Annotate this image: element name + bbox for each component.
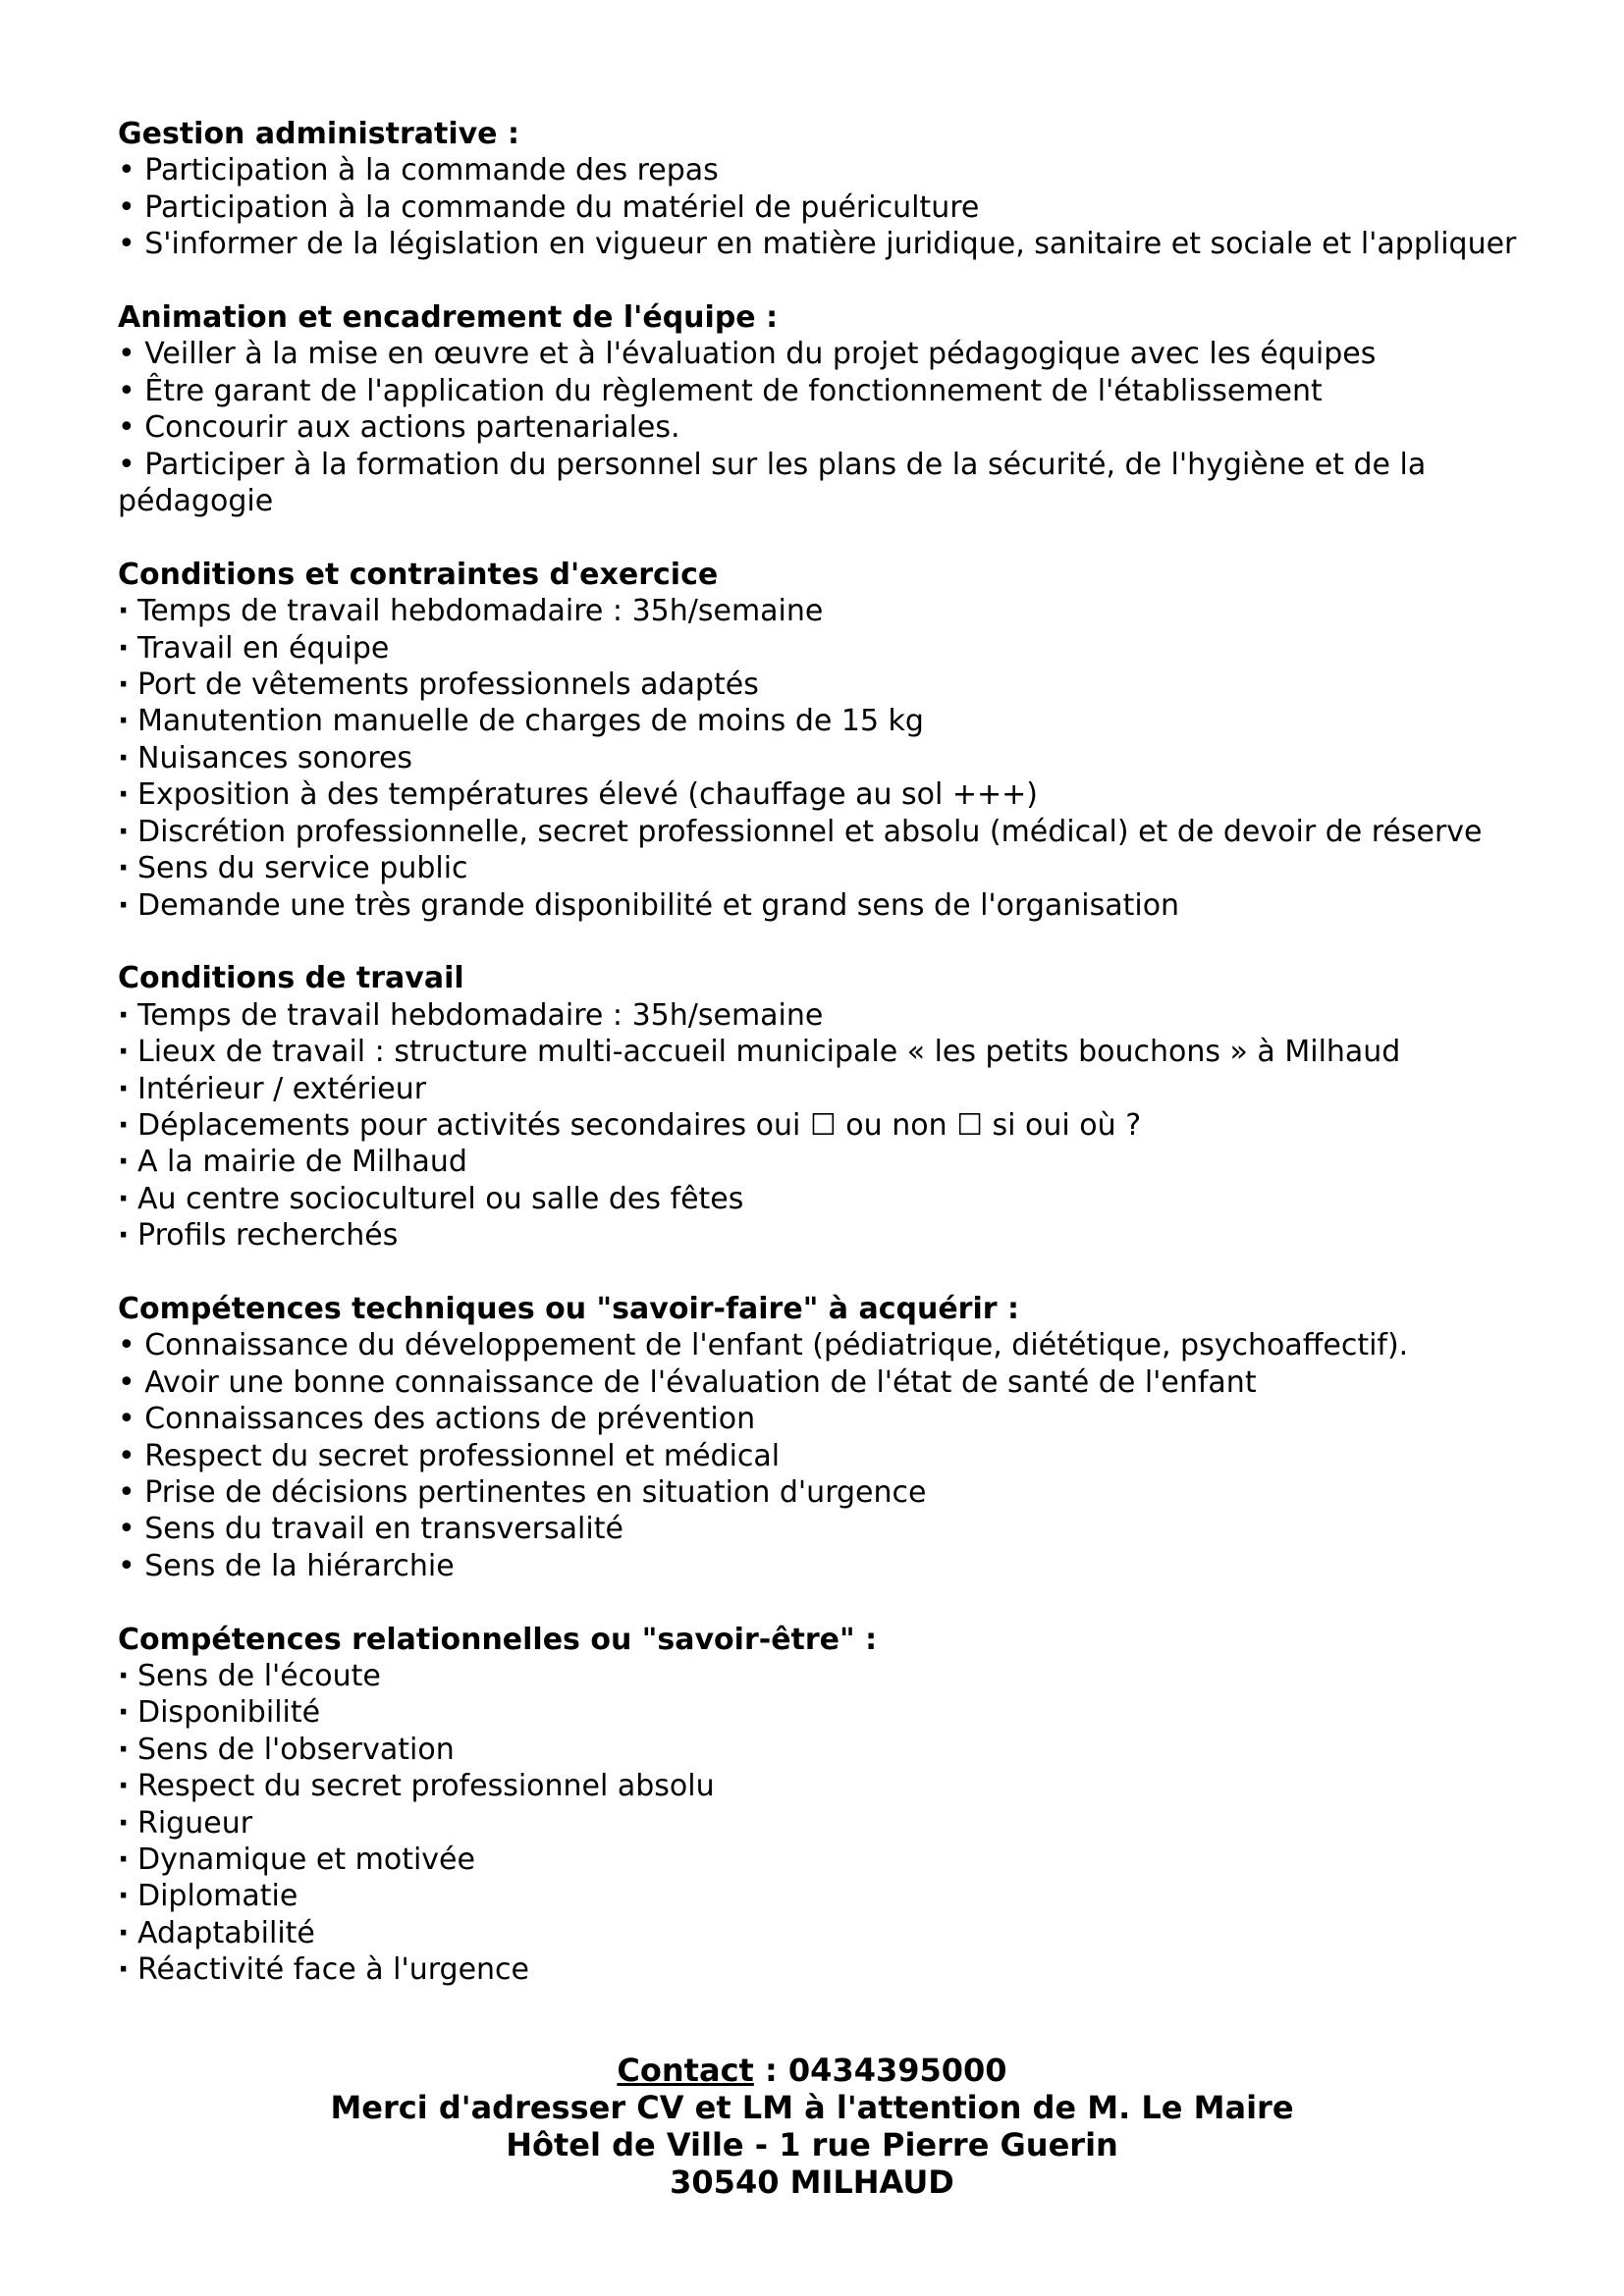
bullet-list <box>118 1658 1571 1989</box>
contact-postal-city: 30540 MILHAUD <box>670 2163 954 2201</box>
list-item: • Avoir une bonne connaissance de l'évaluation de l'état de santé de l'enfant <box>118 1364 1571 1401</box>
section-title: Conditions et contraintes d'exercice <box>118 557 719 592</box>
list-item: ∙ Demande une très grande disponibilité et grand sens de l'organisation <box>118 887 1571 924</box>
list-item: ∙ Intérieur / extérieur <box>118 1071 1571 1107</box>
list-item: • Sens de la hiérarchie <box>118 1548 1571 1584</box>
list-item: ∙ Travail en équipe <box>118 630 1571 667</box>
list-item: ∙ Sens de l'observation <box>118 1732 1571 1768</box>
section-title: Conditions de travail <box>118 961 464 996</box>
list-item: • Concourir aux actions partenariales. <box>118 409 1571 446</box>
bullet-list <box>118 152 1571 262</box>
list-item: ∙ Diplomatie <box>118 1878 1571 1914</box>
section-title: Animation et encadrement de l'équipe : <box>118 300 779 336</box>
list-item: • Être garant de l'application du règlement de fonctionnement de l'établissement <box>118 373 1571 409</box>
section-title: Gestion administrative : <box>118 117 519 151</box>
list-item: ∙ Rigueur <box>118 1805 1571 1842</box>
list-item: ∙ Sens du service public <box>118 850 1571 886</box>
bullet-list <box>118 997 1571 1255</box>
contact-separator: : <box>753 2052 788 2089</box>
list-item: • Participation à la commande des repas <box>118 152 1571 188</box>
list-item: ∙ Disponibilité <box>118 1694 1571 1731</box>
list-item: ∙ Dynamique et motivée <box>118 1842 1571 1878</box>
contact-line-phone <box>0 2052 1624 2089</box>
list-item: ∙ Temps de travail hebdomadaire : 35h/semaine <box>118 997 1571 1034</box>
list-item: ∙ Temps de travail hebdomadaire : 35h/semaine <box>118 593 1571 629</box>
bullet-list <box>118 336 1571 519</box>
section-title: Compétences techniques ou "savoir-faire" à acquérir : <box>118 1291 1019 1326</box>
list-item: • Sens du travail en transversalité <box>118 1511 1571 1547</box>
section <box>118 960 1571 1254</box>
list-item: • S'informer de la législation en vigueur en matière juridique, sanitaire et sociale et l'appliquer <box>118 226 1571 262</box>
list-item: ∙ Adaptabilité <box>118 1915 1571 1951</box>
contact-block <box>0 2052 1624 2201</box>
list-item: ∙ A la mairie de Milhaud <box>118 1144 1571 1180</box>
list-item: • Participation à la commande du matériel de puériculture <box>118 189 1571 226</box>
list-item: ∙ Au centre socioculturel ou salle des fêtes <box>118 1181 1571 1217</box>
contact-label: Contact <box>617 2052 754 2089</box>
bullet-list <box>118 593 1571 924</box>
list-item: ∙ Port de vêtements professionnels adaptés <box>118 667 1571 703</box>
contact-instructions: Merci d'adresser CV et LM à l'attention de M. Le Maire <box>330 2089 1294 2126</box>
list-item: ∙ Déplacements pour activités secondaires oui ☐ ou non ☐ si oui où ? <box>118 1107 1571 1144</box>
list-item: • Veiller à la mise en œuvre et à l'évaluation du projet pédagogique avec les équipes <box>118 336 1571 372</box>
list-item: • Prise de décisions pertinentes en situation d'urgence <box>118 1474 1571 1511</box>
list-item: • Connaissances des actions de prévention <box>118 1401 1571 1437</box>
list-item: ∙ Sens de l'écoute <box>118 1658 1571 1694</box>
contact-phone: 0434395000 <box>787 2052 1007 2089</box>
list-item: • Connaissance du développement de l'enfant (pédiatrique, diététique, psychoaffectif). <box>118 1327 1571 1363</box>
list-item: ∙ Lieux de travail : structure multi-accueil municipale « les petits bouchons » à Milhaud <box>118 1034 1571 1070</box>
list-item: • Respect du secret professionnel et médical <box>118 1438 1571 1474</box>
section <box>118 116 1571 263</box>
section-title: Compétences relationnelles ou "savoir-être" : <box>118 1622 878 1657</box>
list-item: ∙ Exposition à des températures élevé (chauffage au sol +++) <box>118 776 1571 813</box>
section <box>118 1622 1571 1989</box>
bullet-list <box>118 1327 1571 1584</box>
section <box>118 299 1571 519</box>
list-item: ∙ Manutention manuelle de charges de moins de 15 kg <box>118 703 1571 739</box>
list-item: ∙ Réactivité face à l'urgence <box>118 1951 1571 1988</box>
contact-address: Hôtel de Ville - 1 rue Pierre Guerin <box>506 2126 1118 2163</box>
list-item: • Participer à la formation du personnel sur les plans de la sécurité, de l'hygiène et de la pédagogie <box>118 447 1492 520</box>
list-item: ∙ Respect du secret professionnel absolu <box>118 1768 1571 1804</box>
list-item: ∙ Discrétion professionnelle, secret professionnel et absolu (médical) et de devoir de réserve <box>118 814 1571 850</box>
job-description-body <box>118 116 1571 2025</box>
section <box>118 557 1571 924</box>
list-item: ∙ Nuisances sonores <box>118 740 1571 776</box>
section <box>118 1291 1571 1584</box>
list-item: ∙ Profils recherchés <box>118 1217 1571 1254</box>
